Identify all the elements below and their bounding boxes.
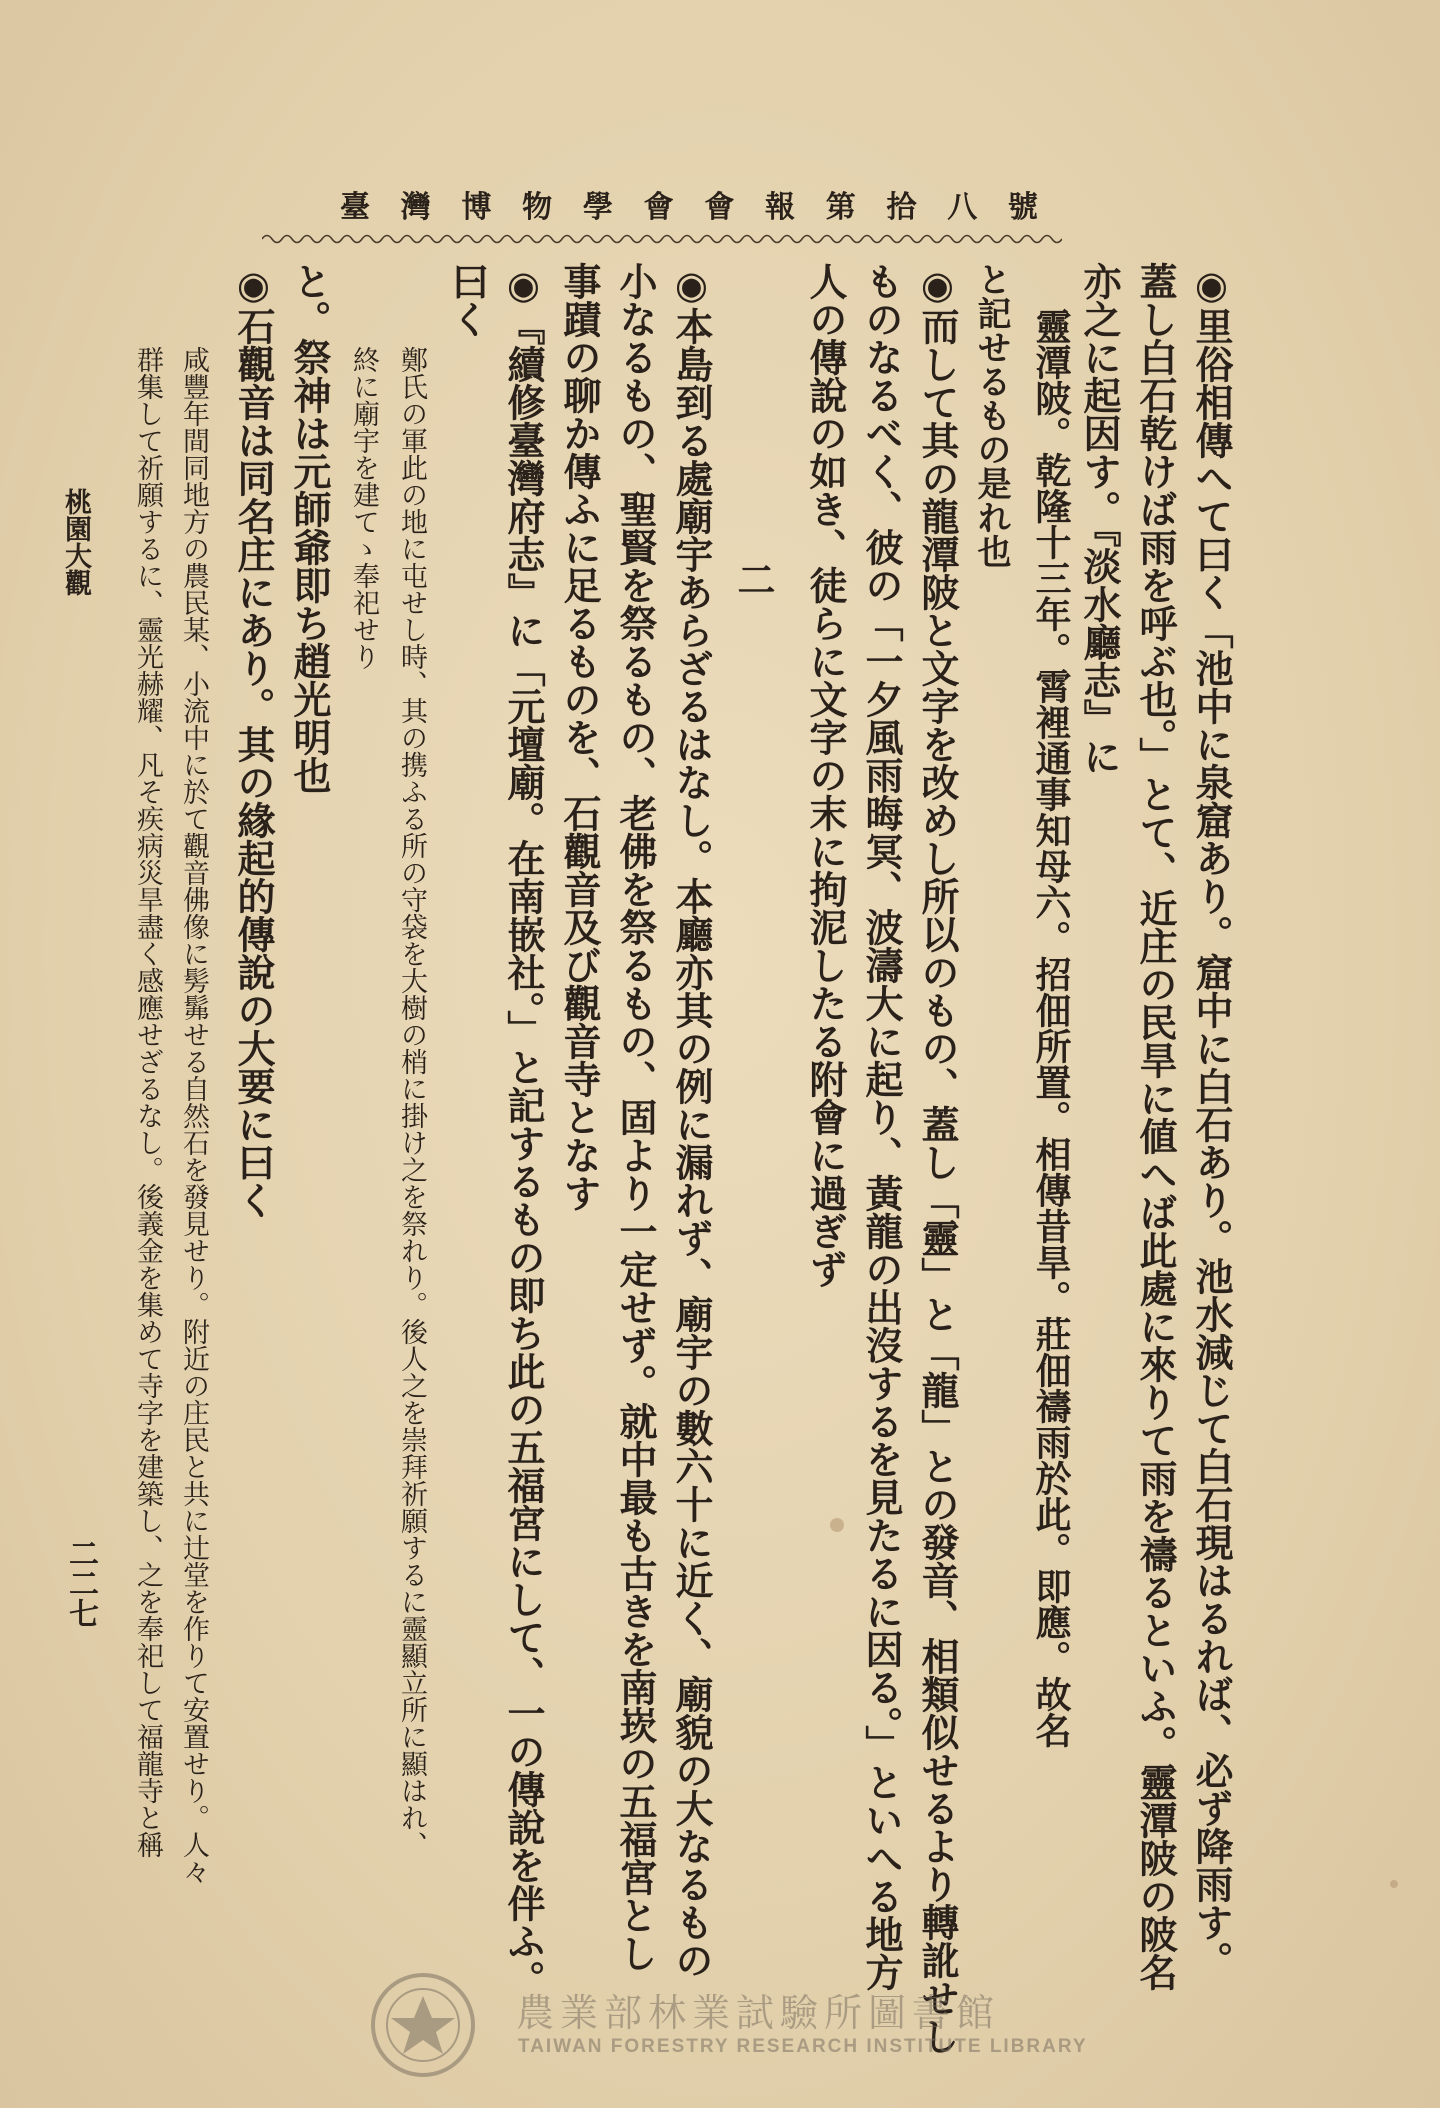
quote-small-column: 鄭氏の軍此の地に屯せし時、其の携ふる所の守袋を大樹の梢に掛け之を祭れり。後人之を崇拜祈願するに靈顯立所に顯はれ、 — [396, 346, 427, 1858]
text-column: 事蹟の聊か傳ふに足るものを、石觀音及び觀音寺となす — [557, 262, 602, 1212]
text-column: 曰く — [445, 262, 490, 338]
header-char: 會 — [643, 190, 676, 225]
header-char: 臺 — [340, 190, 372, 225]
paper-spot — [830, 1518, 844, 1532]
text-column: 蓋し白石乾けば雨を呼ぶ也。」とて、近庄の民旱に値へば此處に來りて雨を禱るといふ。靈潭陂の陂名 — [1133, 262, 1178, 1991]
quote-small-column: 群集して祈願するに、靈光赫耀、凡そ疾病災旱盡く感應せざるなし。後義金を集めて寺字を建築し、之を奉祀して福龍寺と稱 — [132, 346, 163, 1858]
quote-small-column: 咸豐年間同地方の農民某、小流中に於て觀音佛像に髣髴せる自然石を發見せり。附近の庄民と共に辻堂を作りて安置せり。人々 — [178, 346, 209, 1885]
text-column: ◉里俗相傳へて曰く「池中に泉窟あり。窟中に白石あり。池水減じて白石現はるれば、必ず降雨す。 — [1189, 262, 1234, 1979]
quote-small-column: 終に廟宇を建てゝ奉祀せり — [348, 346, 379, 670]
text-column: と記せるもの是れ也 — [971, 262, 1011, 568]
header-char: 學 — [582, 190, 615, 225]
header-char: 物 — [522, 190, 555, 225]
text-column: ◉石觀音は同名庄にあり。其の緣起的傳說の大要に曰く — [231, 262, 276, 1219]
header-wavy-rule — [262, 230, 1062, 248]
header-char: 號 — [1007, 190, 1040, 225]
library-seal-icon — [368, 1970, 478, 2080]
paper-spot — [1390, 1880, 1398, 1888]
header-char: 灣 — [400, 190, 433, 225]
text-column: 小なるもの、聖賢を祭るもの、老佛を祭るもの、固より一定せず。就中最も古きを南崁の五福宮とし — [613, 262, 658, 1972]
running-header — [340, 182, 1040, 226]
header-char: 會 — [704, 190, 737, 225]
watermark-name-chinese: 農業部林業試驗所圖書館 — [516, 1991, 1001, 2035]
text-column: ものなるべく、彼の「一夕風雨晦冥、波濤大に起り、黃龍の出沒するを見たるに因る。」といへる地方 — [859, 262, 904, 1991]
header-char: 第 — [825, 190, 858, 225]
library-watermark — [368, 1970, 1088, 2080]
text-column: ◉而して其の龍潭陂と文字を改めし所以のもの、蓋し「靈」と「龍」との發音、相類似せるより轉訛せし — [915, 262, 960, 2055]
section-number: 二 — [731, 560, 776, 594]
header-char: 報 — [765, 190, 798, 225]
text-column: ◉本島到る處廟宇あらざるはなし。本廳亦其の例に漏れず、廟宇の數六十に近く、廟貌の大なるもの — [669, 262, 714, 1979]
text-column: ◉『續修臺灣府志』に「元壇廟。在南嵌社。」と記するもの即ち此の五福宮にして、一の傳說を伴ふ。 — [501, 262, 546, 1998]
page-number: 二二七 — [63, 1538, 98, 1628]
text-column: 亦之に起因す。『淡水廳志』に — [1077, 262, 1122, 775]
book-title: 桃園大觀 — [60, 488, 91, 596]
header-char: 拾 — [886, 190, 919, 225]
header-char: 八 — [947, 190, 980, 225]
text-column: と。祭神は元師爺即ち趙光明也 — [287, 262, 332, 794]
header-char: 博 — [461, 190, 494, 225]
quote-column: 靈潭陂。乾隆十三年。霄裡通事知母六。招佃所置。相傳昔旱。莊佃禱雨於此。即應。故名 — [1030, 308, 1072, 1748]
text-column: 人の傳說の如き、徒らに文字の末に拘泥したる附會に過ぎず — [803, 262, 848, 1288]
watermark-name-english: TAIWAN FORESTRY RESEARCH INSTITUTE LIBRARY — [518, 2036, 1088, 2057]
